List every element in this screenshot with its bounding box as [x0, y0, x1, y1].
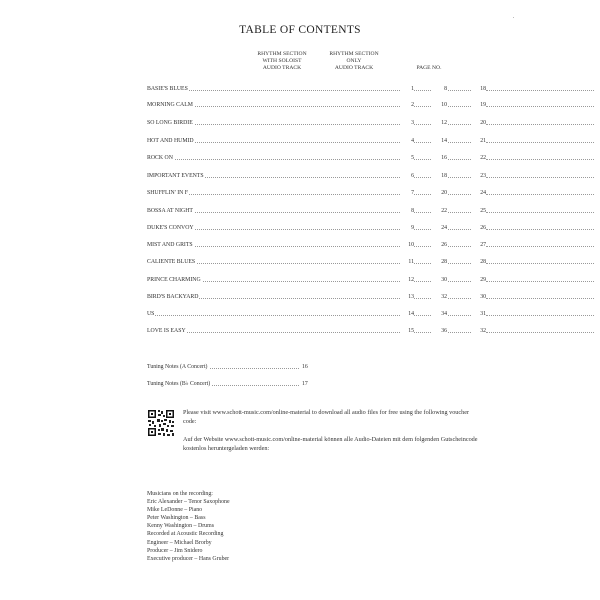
toc-entry: [147, 154, 486, 162]
page-number: 22: [432, 207, 447, 215]
song-title: LOVE IS EASY: [147, 328, 186, 334]
credit-line: Producer – Jim Snidero: [147, 547, 203, 554]
rhythm-track-number: 28: [471, 258, 486, 266]
column-header-line: RHYTHM SECTION: [257, 51, 307, 57]
credit-line: Executive producer – Hans Gruber: [147, 555, 230, 562]
column-header-page: PAGE NO.: [416, 65, 442, 71]
credit-line: Engineer – Michael Brorby: [147, 539, 212, 546]
recording-credits: [147, 490, 397, 563]
dot-leader: [486, 212, 594, 213]
soloist-track-number: 7: [401, 189, 414, 197]
page-number: 14: [432, 137, 447, 145]
toc-entry: [147, 172, 486, 180]
soloist-track-number: 1: [401, 85, 414, 93]
dot-leader: [149, 159, 412, 160]
dot-leader: [486, 298, 594, 299]
dot-leader: [486, 194, 594, 195]
credit-line: Eric Alexander – Tenor Saxophone: [147, 499, 230, 506]
song-title: BOSSA AT NIGHT: [147, 208, 193, 214]
dot-leader: [149, 315, 412, 316]
song-title: BIRD'S BACKYARD: [147, 294, 199, 300]
page-number: 18: [432, 172, 447, 180]
page-number: 10: [432, 101, 447, 109]
page-number: 30: [432, 276, 447, 284]
song-title: SO LONG BIRDIE: [147, 120, 193, 126]
song-title: CALIENTE BLUES: [147, 259, 196, 265]
soloist-track-number: 5: [401, 154, 414, 162]
rhythm-track-number: 20: [471, 119, 486, 127]
download-notice-english: Please visit www.schott-music.com/online-material to download all audio files for free using the following voucher code:: [183, 409, 470, 425]
rhythm-track-number: 18: [471, 85, 486, 93]
column-header-with-soloist: [250, 51, 314, 72]
page-number: 20: [432, 189, 447, 197]
toc-entry: [147, 224, 486, 232]
soloist-track-number: 2: [401, 101, 414, 109]
paper-speck: [513, 17, 514, 18]
song-title: US: [147, 311, 155, 317]
toc-entry: [147, 137, 486, 145]
rhythm-track-number: 19: [471, 101, 486, 109]
dot-leader: [486, 177, 594, 178]
soloist-track-number: 10: [401, 241, 414, 249]
page-number: 24: [432, 224, 447, 232]
page-number: 26: [432, 241, 447, 249]
rhythm-track-number: 31: [471, 310, 486, 318]
soloist-track-number: 12: [401, 276, 414, 284]
rhythm-track-number: 30: [471, 293, 486, 301]
toc-entry: [147, 241, 486, 249]
tuning-track-number: 16: [302, 364, 308, 370]
download-notice-german: Auf der Website www.schott-music.com/online-material können alle Audio-Dateien mit dem folgenden Gutscheincode kostenlos heruntergeladen werden:: [183, 436, 478, 452]
toc-entry: [147, 189, 486, 197]
credit-line: Mike LeDonne – Piano: [147, 507, 203, 514]
dot-leader: [486, 246, 594, 247]
dot-leader: [486, 124, 594, 125]
toc-entry: [147, 293, 486, 301]
credit-line: Recorded at Acoustic Recording: [147, 531, 224, 538]
rhythm-track-number: 32: [471, 327, 486, 335]
page-number: 34: [432, 310, 447, 318]
dot-leader: [486, 229, 594, 230]
toc-entry: [147, 207, 486, 215]
dot-leader: [486, 106, 594, 107]
soloist-track-number: 14: [401, 310, 414, 318]
tuning-entry: [147, 363, 312, 371]
page-number: 16: [432, 154, 447, 162]
dot-leader: [149, 332, 412, 333]
toc-entry: [147, 119, 486, 127]
toc-entry: [147, 85, 486, 93]
rhythm-track-number: 26: [471, 224, 486, 232]
rhythm-track-number: 29: [471, 276, 486, 284]
dot-leader: [486, 90, 594, 91]
column-header-line: AUDIO TRACK: [334, 65, 374, 71]
song-title: PRINCE CHARMING: [147, 277, 201, 283]
column-header-line: AUDIO TRACK: [262, 65, 302, 71]
page-number: 36: [432, 327, 447, 335]
page-number: 28: [432, 258, 447, 266]
credit-line: Kenny Washington – Drums: [147, 523, 214, 530]
soloist-track-number: 3: [401, 119, 414, 127]
song-title: MORNING CALM: [147, 102, 193, 108]
column-header-line: RHYTHM SECTION: [329, 51, 379, 57]
song-title: IMPORTANT EVENTS: [147, 173, 204, 179]
rhythm-track-number: 24: [471, 189, 486, 197]
soloist-track-number: 6: [401, 172, 414, 180]
soloist-track-number: 8: [401, 207, 414, 215]
tuning-title: Tuning Notes (A Concert): [147, 364, 208, 370]
dot-leader: [486, 159, 594, 160]
dot-leader: [486, 263, 594, 264]
rhythm-track-number: 25: [471, 207, 486, 215]
rhythm-track-number: 22: [471, 154, 486, 162]
song-title: BASIE'S BLUES: [147, 86, 188, 92]
toc-entry: [147, 276, 486, 284]
toc-entry: [147, 258, 486, 266]
dot-leader: [486, 332, 594, 333]
page-number: 8: [432, 85, 447, 93]
song-title: MIST AND GRITS: [147, 242, 193, 248]
song-title: ROCK ON: [147, 155, 173, 161]
song-title: DUKE'S CONVOY: [147, 225, 194, 231]
toc-entry: [147, 101, 486, 109]
page-title: TABLE OF CONTENTS: [239, 24, 361, 36]
song-title: SHUFFLIN' IN F: [147, 190, 188, 196]
song-title: HOT AND HUMID: [147, 138, 194, 144]
column-header-section-only: [322, 51, 386, 72]
soloist-track-number: 15: [401, 327, 414, 335]
tuning-title: Tuning Notes (B♭ Concert): [147, 381, 211, 387]
rhythm-track-number: 21: [471, 137, 486, 145]
dot-leader: [486, 142, 594, 143]
page-number: 32: [432, 293, 447, 301]
column-header-line: WITH SOLOIST: [262, 58, 302, 64]
soloist-track-number: 4: [401, 137, 414, 145]
toc-entry: [147, 310, 486, 318]
soloist-track-number: 11: [401, 258, 414, 266]
page-number: 12: [432, 119, 447, 127]
toc-entry: [147, 327, 486, 335]
soloist-track-number: 13: [401, 293, 414, 301]
dot-leader: [486, 315, 594, 316]
credit-line: Peter Washington – Bass: [147, 515, 206, 522]
credits-heading: Musicians on the recording:: [147, 491, 213, 497]
soloist-track-number: 9: [401, 224, 414, 232]
rhythm-track-number: 23: [471, 172, 486, 180]
tuning-track-number: 17: [302, 381, 308, 387]
column-header-line: ONLY: [346, 58, 362, 64]
rhythm-track-number: 27: [471, 241, 486, 249]
tuning-entry: [147, 380, 312, 388]
qr-code-icon: [147, 409, 175, 437]
dot-leader: [486, 281, 594, 282]
